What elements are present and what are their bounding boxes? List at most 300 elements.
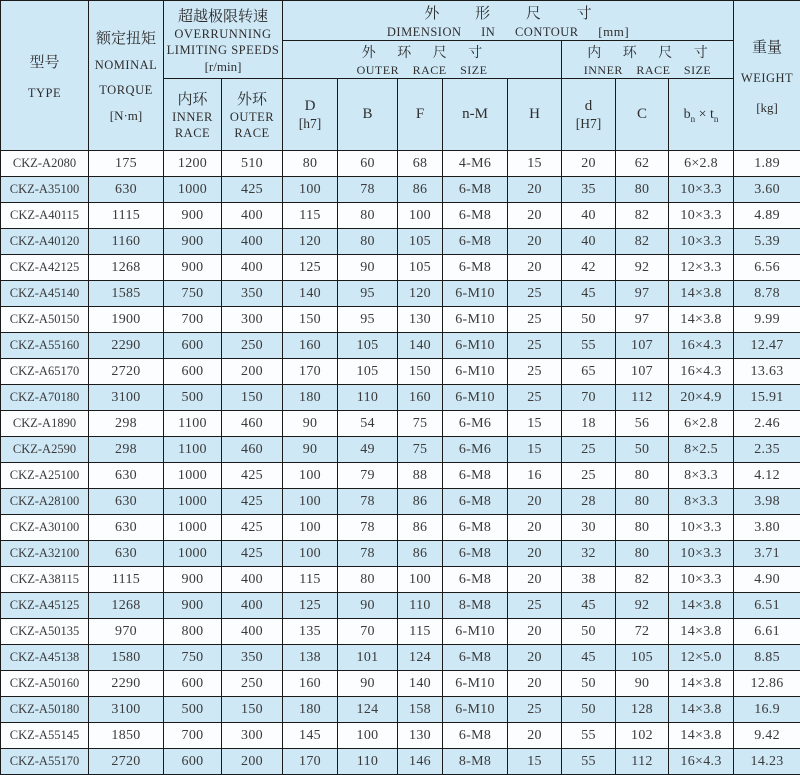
cell-B: 78	[338, 177, 398, 203]
cell-H: 20	[508, 567, 562, 593]
cell-speed-inner: 600	[164, 359, 222, 385]
cell-D: 170	[283, 359, 338, 385]
cell-F: 140	[398, 333, 443, 359]
cell-speed-outer: 350	[222, 281, 283, 307]
cell-weight: 16.9	[734, 697, 800, 723]
table-row	[1, 645, 800, 671]
header-type	[1, 1, 89, 151]
cell-speed-outer: 400	[222, 255, 283, 281]
cell-b-x-t: 14×3.8	[669, 697, 734, 723]
cell-type: CKZ-A35100	[1, 177, 89, 203]
cell-torque: 1585	[89, 281, 164, 307]
cell-B: 90	[338, 593, 398, 619]
cell-b-x-t: 14×3.8	[669, 281, 734, 307]
cell-speed-inner: 750	[164, 281, 222, 307]
cell-n-M: 6-M10	[443, 671, 508, 697]
cell-speed-inner: 500	[164, 697, 222, 723]
cell-B: 78	[338, 489, 398, 515]
cell-weight: 12.86	[734, 671, 800, 697]
col-header-C: C	[616, 79, 669, 151]
cell-C: 105	[616, 645, 669, 671]
cell-weight: 5.39	[734, 229, 800, 255]
cell-b-x-t: 12×5.0	[669, 645, 734, 671]
cell-b-x-t: 8×2.5	[669, 437, 734, 463]
cell-torque: 3100	[89, 697, 164, 723]
header-outer-size-zh: 外 环 尺 寸	[353, 42, 492, 62]
cell-speed-outer: 150	[222, 385, 283, 411]
cell-speed-inner: 700	[164, 307, 222, 333]
cell-d: 38	[562, 567, 616, 593]
table-row	[1, 411, 800, 437]
cell-weight: 4.89	[734, 203, 800, 229]
cell-C: 80	[616, 463, 669, 489]
cell-type: CKZ-A28100	[1, 489, 89, 515]
cell-F: 130	[398, 307, 443, 333]
cell-n-M: 6-M8	[443, 723, 508, 749]
cell-b-x-t: 6×2.8	[669, 411, 734, 437]
cell-type: CKZ-A50135	[1, 619, 89, 645]
cell-torque: 2290	[89, 333, 164, 359]
cell-n-M: 6-M8	[443, 645, 508, 671]
header-weight-en: WEIGHT	[741, 71, 793, 86]
cell-B: 78	[338, 541, 398, 567]
cell-d: 55	[562, 723, 616, 749]
col-header-speed-outer-en2: RACE	[234, 126, 269, 141]
cell-C: 107	[616, 359, 669, 385]
cell-type: CKZ-A1890	[1, 411, 89, 437]
header-inner-size-zh: 内 环 尺 寸	[578, 42, 717, 62]
cell-b-x-t: 8×3.3	[669, 463, 734, 489]
cell-H: 20	[508, 255, 562, 281]
cell-speed-outer: 350	[222, 645, 283, 671]
cell-B: 49	[338, 437, 398, 463]
cell-torque: 1850	[89, 723, 164, 749]
cell-speed-outer: 200	[222, 359, 283, 385]
cell-torque: 298	[89, 437, 164, 463]
cell-type: CKZ-A70180	[1, 385, 89, 411]
col-header-speed-inner-zh: 内环	[177, 88, 207, 109]
cell-D: 150	[283, 307, 338, 333]
cell-type: CKZ-A40120	[1, 229, 89, 255]
cell-D: 145	[283, 723, 338, 749]
cell-b-x-t: 10×3.3	[669, 515, 734, 541]
cell-weight: 3.80	[734, 515, 800, 541]
cell-D: 160	[283, 671, 338, 697]
cell-d: 55	[562, 333, 616, 359]
cell-torque: 1160	[89, 229, 164, 255]
cell-torque: 630	[89, 489, 164, 515]
cell-speed-outer: 250	[222, 671, 283, 697]
cell-speed-outer: 200	[222, 749, 283, 775]
cell-speed-inner: 900	[164, 255, 222, 281]
table-row	[1, 333, 800, 359]
cell-speed-outer: 460	[222, 437, 283, 463]
cell-C: 102	[616, 723, 669, 749]
col-header-d-tol: [H7]	[576, 116, 602, 132]
cell-H: 20	[508, 229, 562, 255]
cell-B: 110	[338, 385, 398, 411]
cell-H: 25	[508, 307, 562, 333]
cell-D: 100	[283, 515, 338, 541]
cell-d: 40	[562, 203, 616, 229]
cell-n-M: 8-M8	[443, 749, 508, 775]
cell-speed-outer: 425	[222, 489, 283, 515]
cell-H: 20	[508, 541, 562, 567]
cell-type: CKZ-A42125	[1, 255, 89, 281]
header-weight	[734, 1, 800, 151]
col-header-D	[283, 79, 338, 151]
header-torque-en2: TORQUE	[99, 83, 152, 98]
cell-C: 72	[616, 619, 669, 645]
cell-d: 55	[562, 749, 616, 775]
cell-speed-outer: 300	[222, 307, 283, 333]
col-header-speed-outer-zh: 外环	[237, 88, 267, 109]
cell-torque: 3100	[89, 385, 164, 411]
cell-speed-inner: 1000	[164, 177, 222, 203]
cell-speed-inner: 1000	[164, 515, 222, 541]
cell-type: CKZ-A50180	[1, 697, 89, 723]
col-header-d	[562, 79, 616, 151]
cell-type: CKZ-A40115	[1, 203, 89, 229]
cell-b-x-t: 8×3.3	[669, 489, 734, 515]
col-header-D-tol: [h7]	[299, 116, 322, 132]
cell-C: 92	[616, 255, 669, 281]
cell-torque: 298	[89, 411, 164, 437]
table-row	[1, 619, 800, 645]
cell-b-x-t: 14×3.8	[669, 619, 734, 645]
header-speeds-en2: LIMITING SPEEDS	[167, 43, 280, 58]
cell-n-M: 6-M8	[443, 489, 508, 515]
cell-H: 16	[508, 463, 562, 489]
cell-d: 50	[562, 671, 616, 697]
cell-weight: 3.98	[734, 489, 800, 515]
cell-torque: 1580	[89, 645, 164, 671]
cell-b-x-t: 10×3.3	[669, 567, 734, 593]
cell-B: 90	[338, 671, 398, 697]
table-row	[1, 437, 800, 463]
header-inner-size-en: INNER RACE SIZE	[584, 63, 712, 78]
cell-n-M: 6-M10	[443, 333, 508, 359]
cell-type: CKZ-A45138	[1, 645, 89, 671]
header-torque	[89, 1, 164, 151]
cell-F: 100	[398, 203, 443, 229]
cell-D: 125	[283, 593, 338, 619]
cell-n-M: 6-M6	[443, 411, 508, 437]
cell-d: 40	[562, 229, 616, 255]
header-dimension	[283, 1, 734, 41]
cell-d: 45	[562, 281, 616, 307]
cell-D: 135	[283, 619, 338, 645]
cell-speed-inner: 1000	[164, 541, 222, 567]
cell-B: 105	[338, 359, 398, 385]
cell-B: 70	[338, 619, 398, 645]
cell-C: 107	[616, 333, 669, 359]
cell-B: 80	[338, 567, 398, 593]
col-header-nM: n-M	[443, 79, 508, 151]
cell-n-M: 6-M8	[443, 541, 508, 567]
cell-F: 124	[398, 645, 443, 671]
header-torque-zh: 额定扭矩	[96, 27, 156, 48]
cell-weight: 9.42	[734, 723, 800, 749]
cell-H: 15	[508, 411, 562, 437]
cell-B: 90	[338, 255, 398, 281]
cell-H: 20	[508, 619, 562, 645]
table-row	[1, 463, 800, 489]
cell-D: 115	[283, 203, 338, 229]
col-header-H: H	[508, 79, 562, 151]
cell-torque: 630	[89, 515, 164, 541]
cell-B: 124	[338, 697, 398, 723]
cell-B: 100	[338, 723, 398, 749]
cell-F: 75	[398, 437, 443, 463]
cell-type: CKZ-A2590	[1, 437, 89, 463]
header-speeds-unit: [r/min]	[205, 59, 242, 75]
cell-D: 160	[283, 333, 338, 359]
cell-C: 92	[616, 593, 669, 619]
cell-C: 80	[616, 541, 669, 567]
cell-B: 78	[338, 515, 398, 541]
cell-torque: 1900	[89, 307, 164, 333]
cell-torque: 1268	[89, 593, 164, 619]
cell-H: 20	[508, 489, 562, 515]
cell-b-x-t: 6×2.8	[669, 151, 734, 177]
cell-D: 100	[283, 541, 338, 567]
col-header-F: F	[398, 79, 443, 151]
cell-B: 101	[338, 645, 398, 671]
header-dimension-zh: 外 形 尺 寸	[408, 2, 607, 23]
cell-speed-outer: 510	[222, 151, 283, 177]
col-header-b-x-t: $b_n \times t_n$	[669, 79, 734, 151]
cell-C: 82	[616, 567, 669, 593]
cell-F: 146	[398, 749, 443, 775]
cell-F: 150	[398, 359, 443, 385]
cell-weight: 6.56	[734, 255, 800, 281]
cell-type: CKZ-A30100	[1, 515, 89, 541]
cell-weight: 13.63	[734, 359, 800, 385]
cell-n-M: 6-M8	[443, 203, 508, 229]
cell-b-x-t: 16×4.3	[669, 749, 734, 775]
cell-B: 110	[338, 749, 398, 775]
cell-torque: 175	[89, 151, 164, 177]
cell-type: CKZ-A55170	[1, 749, 89, 775]
table-row	[1, 593, 800, 619]
cell-B: 54	[338, 411, 398, 437]
cell-type: CKZ-A50150	[1, 307, 89, 333]
cell-b-x-t: 12×3.3	[669, 255, 734, 281]
cell-n-M: 6-M8	[443, 463, 508, 489]
cell-F: 68	[398, 151, 443, 177]
cell-n-M: 4-M6	[443, 151, 508, 177]
cell-b-x-t: 10×3.3	[669, 203, 734, 229]
cell-b-x-t: 20×4.9	[669, 385, 734, 411]
cell-B: 60	[338, 151, 398, 177]
cell-speed-inner: 1100	[164, 411, 222, 437]
cell-F: 160	[398, 385, 443, 411]
cell-type: CKZ-A55145	[1, 723, 89, 749]
cell-speed-inner: 600	[164, 749, 222, 775]
cell-d: 42	[562, 255, 616, 281]
cell-F: 86	[398, 177, 443, 203]
cell-torque: 630	[89, 177, 164, 203]
cell-F: 158	[398, 697, 443, 723]
cell-b-x-t: 10×3.3	[669, 229, 734, 255]
table-row	[1, 359, 800, 385]
cell-weight: 6.61	[734, 619, 800, 645]
cell-type: CKZ-A55160	[1, 333, 89, 359]
header-type-zh: 型号	[29, 51, 59, 72]
cell-H: 15	[508, 437, 562, 463]
cell-B: 79	[338, 463, 398, 489]
table-row	[1, 567, 800, 593]
header-inner-race-size	[562, 41, 734, 79]
cell-speed-outer: 400	[222, 229, 283, 255]
cell-D: 100	[283, 177, 338, 203]
cell-d: 70	[562, 385, 616, 411]
cell-weight: 6.51	[734, 593, 800, 619]
table-row	[1, 307, 800, 333]
cell-H: 25	[508, 333, 562, 359]
cell-type: CKZ-A2080	[1, 151, 89, 177]
cell-F: 105	[398, 255, 443, 281]
cell-speed-inner: 750	[164, 645, 222, 671]
cell-b-x-t: 14×3.8	[669, 671, 734, 697]
cell-torque: 630	[89, 541, 164, 567]
cell-F: 130	[398, 723, 443, 749]
cell-D: 140	[283, 281, 338, 307]
cell-torque: 2720	[89, 749, 164, 775]
cell-H: 20	[508, 515, 562, 541]
cell-F: 86	[398, 489, 443, 515]
table-row	[1, 697, 800, 723]
table-row	[1, 541, 800, 567]
cell-n-M: 6-M10	[443, 697, 508, 723]
cell-b-x-t: 10×3.3	[669, 177, 734, 203]
header-speeds	[164, 1, 283, 79]
cell-torque: 2720	[89, 359, 164, 385]
cell-d: 28	[562, 489, 616, 515]
cell-n-M: 8-M8	[443, 593, 508, 619]
cell-D: 100	[283, 489, 338, 515]
cell-D: 90	[283, 437, 338, 463]
cell-n-M: 6-M8	[443, 229, 508, 255]
cell-H: 25	[508, 385, 562, 411]
cell-speed-inner: 1200	[164, 151, 222, 177]
cell-B: 95	[338, 281, 398, 307]
cell-weight: 1.89	[734, 151, 800, 177]
cell-F: 115	[398, 619, 443, 645]
cell-C: 56	[616, 411, 669, 437]
table-row	[1, 281, 800, 307]
cell-b-x-t: 14×3.8	[669, 723, 734, 749]
cell-F: 86	[398, 541, 443, 567]
cell-F: 100	[398, 567, 443, 593]
cell-speed-inner: 700	[164, 723, 222, 749]
cell-type: CKZ-A50160	[1, 671, 89, 697]
cell-weight: 3.60	[734, 177, 800, 203]
col-header-speed-outer-en1: OUTER	[230, 110, 274, 125]
cell-H: 15	[508, 749, 562, 775]
cell-torque: 630	[89, 463, 164, 489]
cell-weight: 2.46	[734, 411, 800, 437]
header-weight-unit: [kg]	[756, 100, 778, 116]
cell-speed-inner: 1000	[164, 489, 222, 515]
cell-n-M: 6-M10	[443, 385, 508, 411]
cell-type: CKZ-A45125	[1, 593, 89, 619]
cell-speed-outer: 400	[222, 203, 283, 229]
cell-d: 50	[562, 307, 616, 333]
cell-n-M: 6-M10	[443, 281, 508, 307]
cell-C: 82	[616, 229, 669, 255]
table-header	[1, 1, 800, 151]
cell-F: 88	[398, 463, 443, 489]
cell-weight: 4.12	[734, 463, 800, 489]
cell-b-x-t: 16×4.3	[669, 333, 734, 359]
cell-H: 20	[508, 645, 562, 671]
table-row	[1, 203, 800, 229]
cell-F: 120	[398, 281, 443, 307]
cell-D: 80	[283, 151, 338, 177]
cell-type: CKZ-A65170	[1, 359, 89, 385]
cell-speed-outer: 425	[222, 177, 283, 203]
cell-speed-outer: 425	[222, 463, 283, 489]
cell-type: CKZ-A25100	[1, 463, 89, 489]
cell-D: 115	[283, 567, 338, 593]
cell-D: 138	[283, 645, 338, 671]
cell-type: CKZ-A45140	[1, 281, 89, 307]
cell-d: 65	[562, 359, 616, 385]
table-row	[1, 671, 800, 697]
header-weight-zh: 重量	[752, 36, 782, 57]
cell-weight: 3.71	[734, 541, 800, 567]
cell-n-M: 6-M10	[443, 619, 508, 645]
header-dimension-en: DIMENSION IN CONTOUR [mm]	[387, 24, 629, 40]
cell-weight: 12.47	[734, 333, 800, 359]
cell-speed-outer: 400	[222, 567, 283, 593]
table-row	[1, 229, 800, 255]
cell-C: 112	[616, 749, 669, 775]
cell-B: 80	[338, 203, 398, 229]
cell-D: 120	[283, 229, 338, 255]
cell-F: 105	[398, 229, 443, 255]
header-outer-size-en: OUTER RACE SIZE	[357, 63, 488, 78]
cell-D: 170	[283, 749, 338, 775]
table-row	[1, 515, 800, 541]
cell-d: 45	[562, 593, 616, 619]
cell-F: 110	[398, 593, 443, 619]
cell-D: 180	[283, 385, 338, 411]
cell-B: 105	[338, 333, 398, 359]
header-type-en: TYPE	[28, 86, 61, 101]
cell-C: 97	[616, 307, 669, 333]
header-speeds-zh: 超越极限转速	[178, 5, 268, 26]
cell-H: 20	[508, 723, 562, 749]
cell-C: 82	[616, 203, 669, 229]
cell-C: 80	[616, 515, 669, 541]
cell-C: 97	[616, 281, 669, 307]
cell-d: 50	[562, 619, 616, 645]
cell-speed-outer: 300	[222, 723, 283, 749]
cell-d: 20	[562, 151, 616, 177]
cell-D: 100	[283, 463, 338, 489]
cell-speed-outer: 460	[222, 411, 283, 437]
cell-speed-outer: 250	[222, 333, 283, 359]
table-row	[1, 723, 800, 749]
cell-weight: 14.23	[734, 749, 800, 775]
header-torque-unit: [N·m]	[110, 108, 143, 124]
cell-type: CKZ-A38115	[1, 567, 89, 593]
cell-H: 15	[508, 151, 562, 177]
cell-C: 112	[616, 385, 669, 411]
